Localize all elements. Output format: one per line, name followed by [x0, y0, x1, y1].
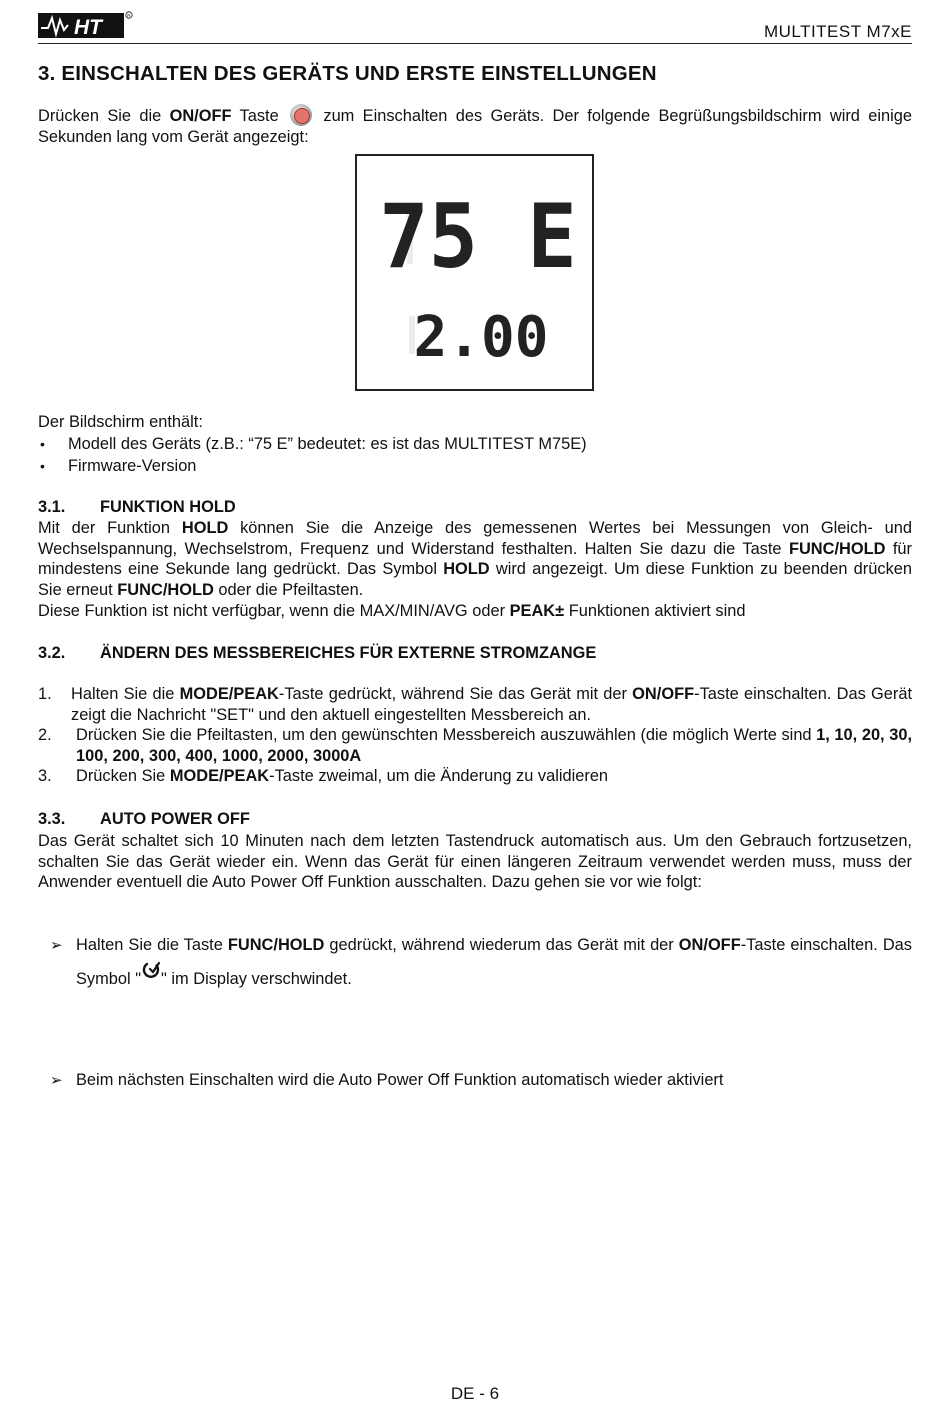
section-heading-3: 3. EINSCHALTEN DES GERÄTS UND ERSTE EINSTELLUNGEN: [38, 62, 657, 85]
list-item: 2. Drücken Sie die Pfeiltasten, um den gewünschten Messbereich auszuwählen (die möglich Werte sind 1, 10, 20, 30, 100, 200, 300, 400, 1000, 2000, 3000A: [38, 726, 912, 765]
svg-text:R: R: [127, 13, 131, 18]
arrow-bullet-icon: ➢: [50, 1072, 63, 1089]
hold-note: Diese Funktion ist nicht verfügbar, wenn die MAX/MIN/AVG oder PEAK± Funktionen aktiviert sind: [38, 602, 746, 620]
section-heading-3-1: 3.1. FUNKTION HOLD: [38, 498, 236, 516]
section-heading-3-2: 3.2. ÄNDERN DES MESSBEREICHES FÜR EXTERNE STROMZANGE: [38, 644, 597, 662]
clamp-range-steps: [38, 684, 912, 787]
lcd-version-digits: 2.00: [413, 305, 549, 370]
screen-contents-list: [38, 434, 912, 477]
intro-paragraph: Drücken Sie die ON/OFF Taste zum Einschalten des Geräts. Der folgende Begrüßungsbildschirm wird einige Sekunden lang vom Gerät angezeigt:: [38, 104, 912, 147]
document-title: MULTITEST M7xE: [763, 22, 912, 41]
screen-contains-label: Der Bildschirm enthält:: [38, 413, 203, 431]
list-item: ➢ Halten Sie die Taste FUNC/HOLD gedrückt, während wiederum das Gerät mit der ON/OFF-Taste einschalten. Das Symbol " " im Display verschwindet.: [38, 931, 912, 994]
lcd-display: [357, 156, 592, 389]
lcd-model-digits: 75 E: [379, 186, 577, 289]
list-item: • Firmware-Version: [38, 456, 912, 478]
auto-power-off-icon: [141, 960, 161, 980]
list-item: • Modell des Geräts (z.B.: “75 E” bedeutet: es ist das MULTITEST M75E): [38, 434, 912, 456]
arrow-bullet-icon: ➢: [50, 937, 63, 954]
list-item: 3. Drücken Sie MODE/PEAK-Taste zweimal, um die Änderung zu validieren: [38, 767, 609, 786]
ht-logo: [38, 10, 134, 40]
hold-paragraph: Mit der Funktion HOLD können Sie die Anzeige des gemessenen Wertes bei Messungen von Gleich- und Wechselspannung, Wechselstrom, Frequenz und Widerstand festhalten. Halten Sie dazu die Taste FUNC/HOLD für mindestens eine Sekunde lang gedrückt. Das Symbol HOLD wird angezeigt. Um diese Funktion zu beenden drücken Sie erneut FUNC/HOLD oder die Pfeiltasten.: [38, 519, 912, 599]
list-item: ➢ Beim nächsten Einschalten wird die Auto Power Off Funktion automatisch wieder aktiviert: [38, 1066, 912, 1095]
list-item: 1. Halten Sie die MODE/PEAK-Taste gedrückt, während Sie das Gerät mit der ON/OFF-Taste einschalten. Das Gerät zeigt die Nachricht "SET" und den aktuell eingestellten Messbereich an.: [38, 685, 912, 724]
logo-text: HT: [74, 16, 102, 39]
page-number: DE - 6: [450, 1384, 500, 1401]
auto-power-off-paragraph: Das Gerät schaltet sich 10 Minuten nach dem letzten Tastendruck automatisch aus. Um den Gebrauch fortzusetzen, schalten Sie das Gerät wieder ein. Wenn das Gerät für einen längeren Zeitraum verwendet werden muss, muss der Anwender eventuell die Auto Power Off Funktion ausschalten. Dazu gehen sie vor wie folgt:: [38, 832, 912, 892]
lcd-welcome-screen: [355, 154, 594, 391]
on-off-button-icon: [290, 104, 312, 126]
page-header: [38, 8, 912, 44]
section-heading-3-3: 3.3. AUTO POWER OFF: [38, 810, 250, 828]
